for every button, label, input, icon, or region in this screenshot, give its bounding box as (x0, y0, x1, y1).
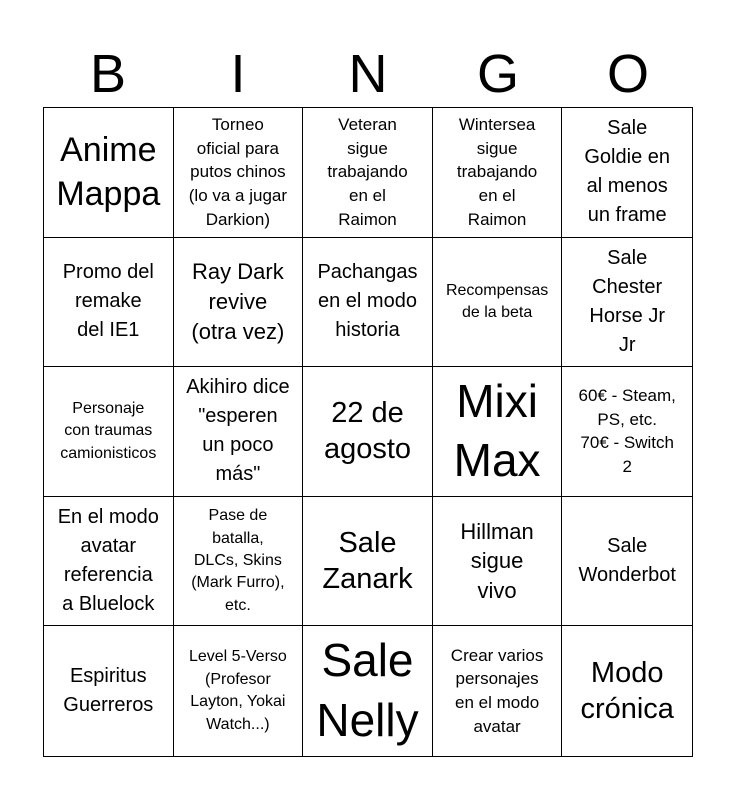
bingo-cell[interactable] (433, 497, 563, 627)
cell-text: Sale Wonderbot (578, 535, 676, 587)
cell-text: Anime Mappa (56, 131, 161, 214)
cell-text: Veteran sigue trabajando en el Raimon (327, 114, 408, 229)
cell-text: Espiritus Guerreros (63, 665, 154, 717)
bingo-cell[interactable] (562, 367, 692, 497)
bingo-board (43, 107, 693, 757)
bingo-cell[interactable] (303, 238, 433, 368)
cell-text: Sale Chester Horse Jr Jr (589, 246, 665, 356)
cell-text: 60€ - Steam, PS, etc. 70€ - Switch 2 (578, 385, 676, 477)
bingo-cell[interactable] (44, 497, 174, 627)
bingo-cell[interactable] (303, 626, 433, 756)
bingo-cell[interactable] (174, 238, 304, 368)
bingo-cell[interactable] (433, 108, 563, 238)
bingo-cell[interactable] (174, 108, 304, 238)
cell-text: 22 de agosto (323, 397, 412, 466)
cell-text: Mixi Max (453, 374, 541, 487)
bingo-cell[interactable] (303, 108, 433, 238)
bingo-cell[interactable] (174, 497, 304, 627)
cell-text: Ray Dark revive (otra vez) (191, 259, 285, 344)
header-letter-g: G (476, 44, 519, 104)
cell-text: Level 5-Verso (Profesor Layton, Yokai Watch...) (188, 648, 287, 733)
header-letter-b: B (89, 44, 127, 104)
bingo-cell[interactable] (562, 108, 692, 238)
header-letter-i: I (230, 44, 246, 104)
bingo-cell[interactable] (562, 238, 692, 368)
cell-text: Pase de batalla, DLCs, Skins (Mark Furro), etc. (191, 507, 285, 614)
bingo-cell[interactable] (174, 626, 304, 756)
bingo-cell[interactable] (562, 497, 692, 627)
cell-text: Modo crónica (580, 656, 674, 726)
bingo-cell[interactable] (44, 626, 174, 756)
cell-text: Hillman sigue vivo (460, 518, 534, 603)
cell-text: Wintersea sigue trabajando en el Raimon (456, 114, 538, 229)
cell-text: Torneo oficial para putos chinos (lo va a jugar Darkion) (188, 114, 288, 229)
bingo-cell[interactable] (562, 626, 692, 756)
bingo-header (43, 40, 693, 108)
cell-text: Akihiro dice "esperen un poco más" (186, 376, 290, 486)
cell-text: Sale Nelly (316, 634, 419, 747)
bingo-cell[interactable] (44, 367, 174, 497)
cell-text: Recompensas de la beta (445, 281, 549, 321)
cell-text: Sale Goldie en al menos un frame (584, 117, 670, 227)
cell-text: Crear varios personajes en el modo avatar (450, 645, 544, 736)
bingo-cell[interactable] (303, 367, 433, 497)
bingo-cell[interactable] (433, 367, 563, 497)
cell-text: En el modo avatar referencia a Bluelock (57, 506, 159, 616)
bingo-cell[interactable] (174, 367, 304, 497)
cell-text: Personaje con traumas camionisticos (60, 399, 157, 462)
bingo-cell[interactable] (44, 238, 174, 368)
header-letter-o: O (606, 44, 649, 104)
bingo-cell[interactable] (303, 497, 433, 627)
bingo-cell[interactable] (433, 626, 563, 756)
bingo-cell[interactable] (433, 238, 563, 368)
cell-text: Sale Zanark (322, 526, 413, 596)
cell-text: Pachangas en el modo historia (317, 261, 418, 342)
header-letter-n: N (348, 44, 388, 104)
cell-text: Promo del remake del IE1 (62, 261, 154, 342)
bingo-cell[interactable] (44, 108, 174, 238)
